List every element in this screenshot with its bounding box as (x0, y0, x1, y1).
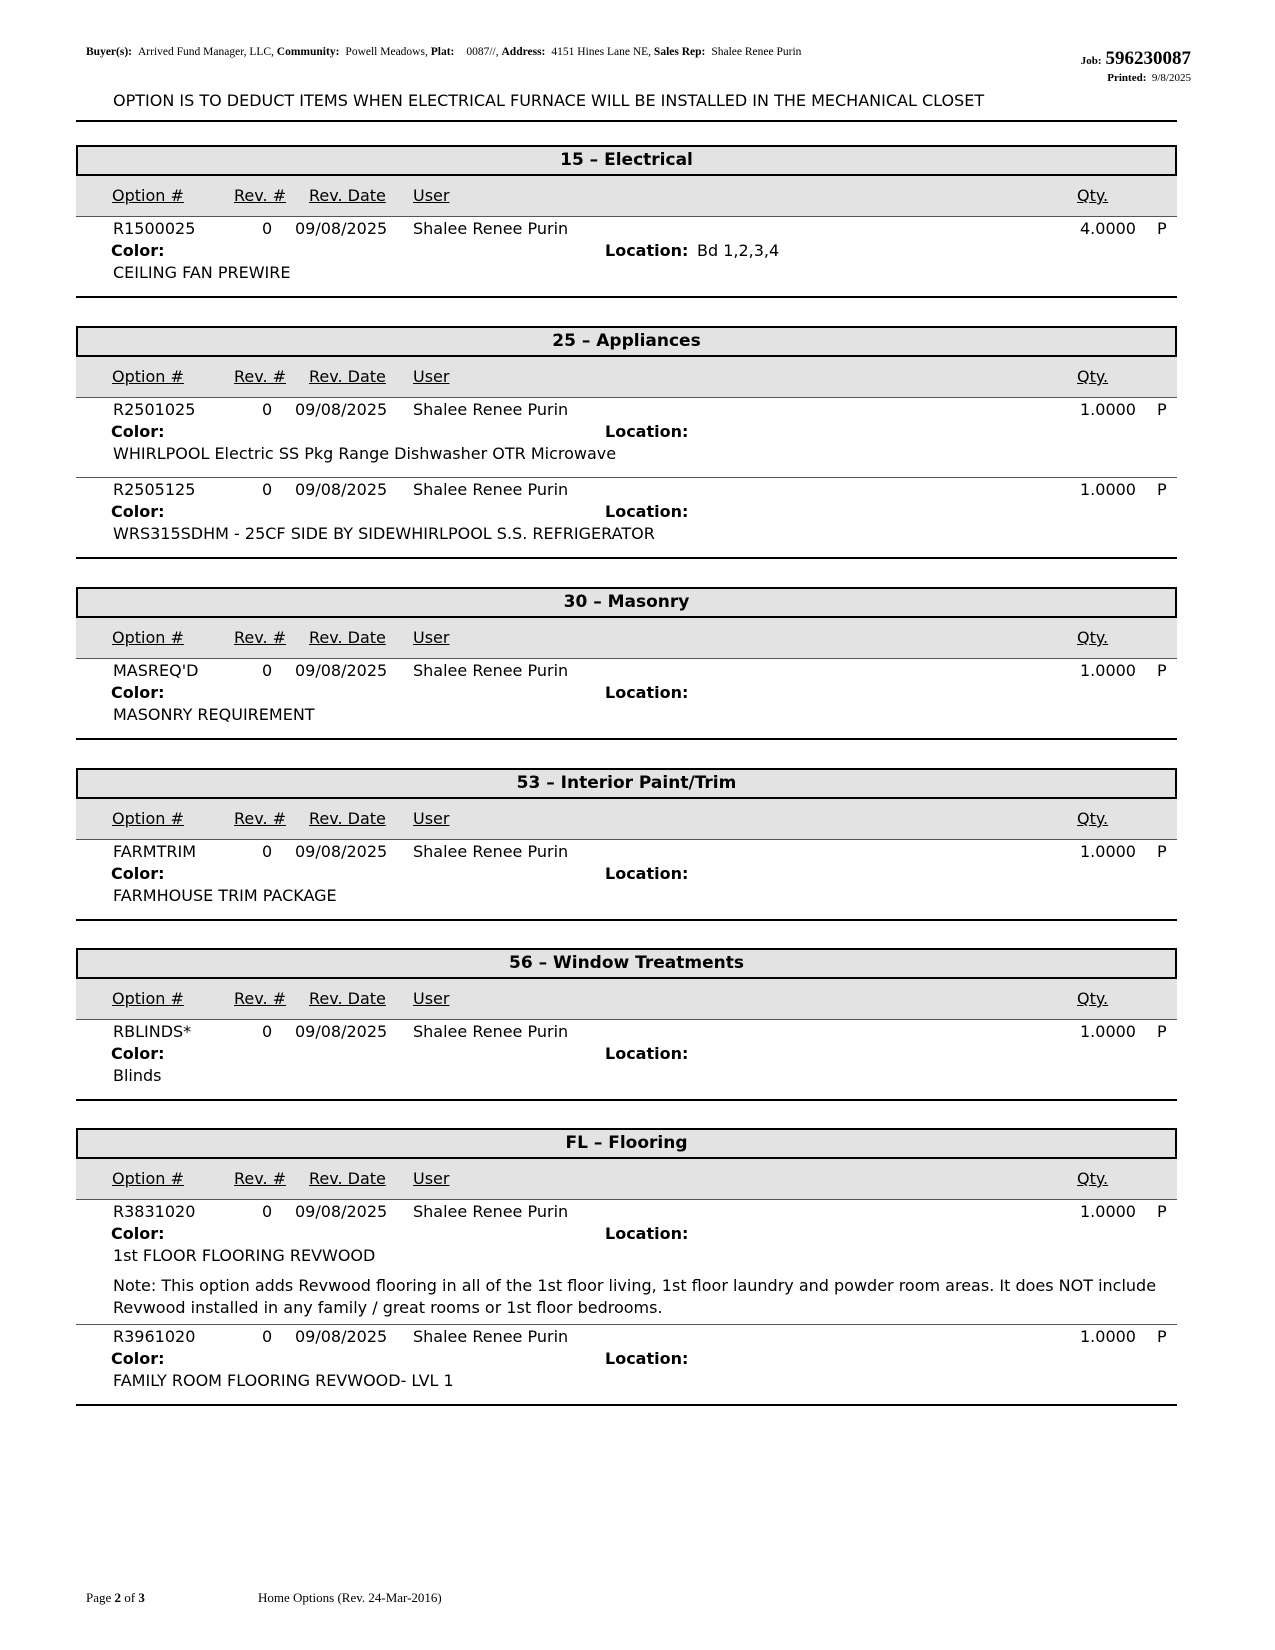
form-revision: Home Options (Rev. 24-Mar-2016) (258, 1590, 442, 1605)
option-number: R3831020 (113, 1202, 196, 1221)
location-label: Location: (605, 1044, 689, 1063)
option-number: FARMTRIM (113, 842, 197, 861)
rev-number: 0 (262, 219, 273, 238)
status-flag: P (1157, 480, 1167, 499)
status-flag: P (1157, 1202, 1167, 1221)
col-option-header: Option # (112, 367, 184, 386)
header-rule (76, 658, 1177, 659)
sales-rep-label: Sales Rep: (653, 46, 706, 58)
rev-number: 0 (262, 1022, 273, 1041)
location-label: Location: (605, 241, 689, 260)
job-number-block (1081, 48, 1191, 70)
community-label: Community: (276, 46, 340, 58)
user-name: Shalee Renee Purin (413, 480, 569, 499)
color-label: Color: (111, 502, 165, 521)
option-description: WHIRLPOOL Electric SS Pkg Range Dishwasher OTR Microwave (113, 444, 617, 463)
col-rev-header: Rev. # (234, 628, 287, 647)
col-rev-date-header: Rev. Date (309, 1169, 386, 1188)
plat-value: 0087//, (466, 46, 499, 58)
community-value: Powell Meadows, (345, 46, 428, 58)
rev-date: 09/08/2025 (295, 1022, 388, 1041)
address-value: 4151 Hines Lane NE, (551, 46, 652, 58)
column-header-row (76, 1159, 1177, 1199)
section-end-rule (76, 1404, 1177, 1406)
location-label: Location: (605, 683, 689, 702)
page-total: 3 (138, 1590, 145, 1605)
location-label: Location: (605, 502, 689, 521)
section-end-rule (76, 557, 1177, 559)
rev-date: 09/08/2025 (295, 842, 388, 861)
col-user-header: User (413, 809, 450, 828)
option-description: FARMHOUSE TRIM PACKAGE (113, 886, 337, 905)
item-divider (76, 477, 1177, 478)
column-header-row (76, 618, 1177, 658)
rev-date: 09/08/2025 (295, 400, 388, 419)
section-title: 56 – Window Treatments (76, 948, 1177, 979)
section-title: 30 – Masonry (76, 587, 1177, 618)
col-rev-date-header: Rev. Date (309, 367, 386, 386)
rev-number: 0 (262, 480, 273, 499)
status-flag: P (1157, 400, 1167, 419)
header-rule (76, 839, 1177, 840)
job-label: Job: (1080, 55, 1102, 67)
col-rev-header: Rev. # (234, 809, 287, 828)
col-option-header: Option # (112, 1169, 184, 1188)
section-title: 25 – Appliances (76, 326, 1177, 357)
option-number: R1500025 (113, 219, 196, 238)
column-header-row (76, 357, 1177, 397)
section-title: 15 – Electrical (76, 145, 1177, 176)
quantity: 1.0000 (1080, 1022, 1136, 1041)
rev-number: 0 (262, 842, 273, 861)
header-rule (76, 1199, 1177, 1200)
col-user-header: User (413, 1169, 450, 1188)
printed-date: 9/8/2025 (1151, 72, 1191, 84)
quantity: 1.0000 (1080, 1327, 1136, 1346)
rev-date: 09/08/2025 (295, 480, 388, 499)
col-qty-header: Qty. (1077, 367, 1109, 386)
buyer-value: Arrived Fund Manager, LLC, (138, 46, 274, 58)
address-label: Address: (501, 46, 546, 58)
user-name: Shalee Renee Purin (413, 1202, 569, 1221)
sales-rep-value: Shalee Renee Purin (711, 46, 802, 58)
quantity: 4.0000 (1080, 219, 1136, 238)
color-label: Color: (111, 683, 165, 702)
color-label: Color: (111, 864, 165, 883)
printed-block (1107, 72, 1191, 84)
user-name: Shalee Renee Purin (413, 1327, 569, 1346)
job-number: 596230087 (1105, 48, 1191, 69)
column-header-row (76, 176, 1177, 216)
page-label: Page (86, 1590, 112, 1605)
section-end-rule (76, 919, 1177, 921)
item-divider (76, 1324, 1177, 1325)
col-user-header: User (413, 186, 450, 205)
section-title: FL – Flooring (76, 1128, 1177, 1159)
rev-date: 09/08/2025 (295, 1202, 388, 1221)
option-description: Blinds (113, 1066, 162, 1085)
option-number: MASREQ'D (113, 661, 199, 680)
color-label: Color: (111, 1224, 165, 1243)
color-label: Color: (111, 1349, 165, 1368)
col-user-header: User (413, 989, 450, 1008)
status-flag: P (1157, 661, 1167, 680)
col-rev-header: Rev. # (234, 367, 287, 386)
printed-label: Printed: (1107, 72, 1147, 84)
buyer-label: Buyer(s): (86, 46, 132, 58)
color-label: Color: (111, 1044, 165, 1063)
section-end-rule (76, 738, 1177, 740)
quantity: 1.0000 (1080, 480, 1136, 499)
rev-number: 0 (262, 1202, 273, 1221)
status-flag: P (1157, 1327, 1167, 1346)
col-option-header: Option # (112, 809, 184, 828)
option-description: WRS315SDHM - 25CF SIDE BY SIDEWHIRLPOOL S.S. REFRIGERATOR (113, 524, 655, 543)
user-name: Shalee Renee Purin (413, 842, 569, 861)
location-label: Location: (605, 422, 689, 441)
user-name: Shalee Renee Purin (413, 219, 569, 238)
header-info-line (86, 46, 801, 58)
rev-date: 09/08/2025 (295, 661, 388, 680)
option-number: RBLINDS* (113, 1022, 192, 1041)
col-rev-header: Rev. # (234, 1169, 287, 1188)
col-qty-header: Qty. (1077, 989, 1109, 1008)
quantity: 1.0000 (1080, 1202, 1136, 1221)
col-option-header: Option # (112, 628, 184, 647)
option-note-line-2: Revwood installed in any family / great rooms or 1st floor bedrooms. (113, 1298, 663, 1317)
header-note: OPTION IS TO DEDUCT ITEMS WHEN ELECTRICAL FURNACE WILL BE INSTALLED IN THE MECHANICAL CLOSET (113, 91, 985, 110)
rev-date: 09/08/2025 (295, 1327, 388, 1346)
col-user-header: User (413, 628, 450, 647)
status-flag: P (1157, 842, 1167, 861)
quantity: 1.0000 (1080, 400, 1136, 419)
color-label: Color: (111, 422, 165, 441)
rev-date: 09/08/2025 (295, 219, 388, 238)
header-rule (76, 1019, 1177, 1020)
col-option-header: Option # (112, 989, 184, 1008)
col-rev-date-header: Rev. Date (309, 989, 386, 1008)
rev-number: 0 (262, 400, 273, 419)
col-qty-header: Qty. (1077, 809, 1109, 828)
col-user-header: User (413, 367, 450, 386)
of-label: of (124, 1590, 136, 1605)
quantity: 1.0000 (1080, 661, 1136, 680)
option-number: R2505125 (113, 480, 196, 499)
header-rule (76, 216, 1177, 217)
column-header-row (76, 979, 1177, 1019)
rev-number: 0 (262, 1327, 273, 1346)
status-flag: P (1157, 219, 1167, 238)
option-number: R3961020 (113, 1327, 196, 1346)
col-rev-header: Rev. # (234, 186, 287, 205)
location-label: Location: (605, 1224, 689, 1243)
user-name: Shalee Renee Purin (413, 1022, 569, 1041)
option-number: R2501025 (113, 400, 196, 419)
option-description: FAMILY ROOM FLOORING REVWOOD- LVL 1 (113, 1371, 454, 1390)
page-footer (86, 1590, 145, 1606)
column-header-row (76, 799, 1177, 839)
header-rule (76, 397, 1177, 398)
quantity: 1.0000 (1080, 842, 1136, 861)
location-label: Location: (605, 864, 689, 883)
user-name: Shalee Renee Purin (413, 400, 569, 419)
rev-number: 0 (262, 661, 273, 680)
page-number: 2 (114, 1590, 122, 1605)
location-value: Bd 1,2,3,4 (697, 241, 780, 260)
col-option-header: Option # (112, 186, 184, 205)
option-description: MASONRY REQUIREMENT (113, 705, 315, 724)
status-flag: P (1157, 1022, 1167, 1041)
col-rev-header: Rev. # (234, 989, 287, 1008)
option-description: CEILING FAN PREWIRE (113, 263, 291, 282)
section-end-rule (76, 1099, 1177, 1101)
plat-label: Plat: (430, 46, 455, 58)
col-rev-date-header: Rev. Date (309, 186, 386, 205)
color-label: Color: (111, 241, 165, 260)
location-label: Location: (605, 1349, 689, 1368)
col-rev-date-header: Rev. Date (309, 628, 386, 647)
col-qty-header: Qty. (1077, 186, 1109, 205)
user-name: Shalee Renee Purin (413, 661, 569, 680)
section-end-rule (76, 296, 1177, 298)
option-description: 1st FLOOR FLOORING REVWOOD (113, 1246, 376, 1265)
col-qty-header: Qty. (1077, 1169, 1109, 1188)
divider (76, 120, 1177, 122)
option-note-line-1: Note: This option adds Revwood flooring in all of the 1st floor living, 1st floor laundry and powder room areas. It does NOT include (113, 1276, 1157, 1295)
col-qty-header: Qty. (1077, 628, 1109, 647)
section-title: 53 – Interior Paint/Trim (76, 768, 1177, 799)
col-rev-date-header: Rev. Date (309, 809, 386, 828)
